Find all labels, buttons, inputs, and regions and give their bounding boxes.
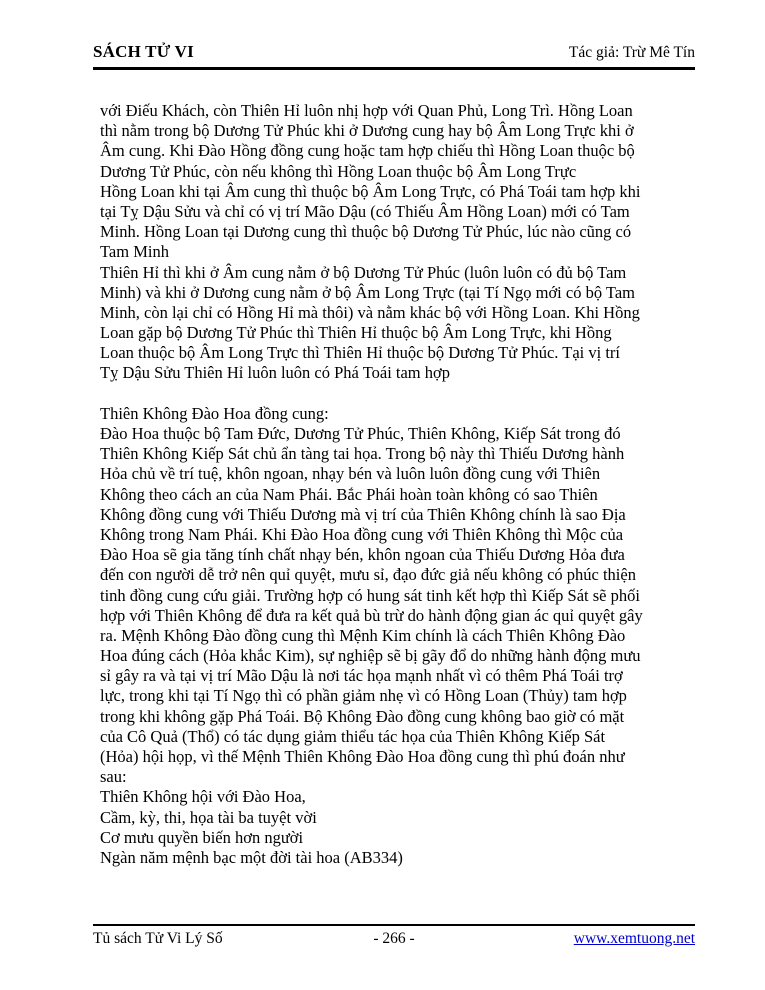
body-text-line: Đào Hoa sẽ gia tăng tính chất nhạy bén, khôn ngoan của Thiếu Dương Hỏa đưa [100,545,625,565]
body-text-line: Thiên Không Kiếp Sát chủ ẩn tàng tai họa. Trong bộ này thì Thiếu Dương hành [100,444,625,464]
body-text-line: Dương Tử Phúc, còn nếu không thì Hồng Loan thuộc bộ Âm Long Trực [100,161,577,181]
body-text-line: lực, trong khi tại Tí Ngọ thì có phần giảm nhẹ vì có Hồng Loan (Thủy) tam hợp [100,686,627,706]
body-text-line: Không đồng cung với Thiếu Dương mà vị trí của Thiên Không chính là sao Địa [100,504,626,524]
blank-line [100,384,700,404]
section-heading: Thiên Không Đào Hoa đồng cung: [100,403,329,423]
body-text-line: (Hỏa) hội họp, vì thế Mệnh Thiên Không Đào Hoa đồng cung thì phú đoán như [100,747,625,766]
body-text-line: của Cô Quả (Thổ) có tác dụng giảm thiểu tác họa của Thiên Không Kiếp Sát [100,726,606,746]
footer-series-title: Tủ sách Tử Vi Lý Số [93,930,223,947]
book-title: SÁCH TỬ VI [93,42,194,61]
body-text-line: Tam Minh [100,242,169,262]
body-text-line: trong khi không gặp Phá Toái. Bộ Không Đào đồng cung không bao giờ có mặt [100,706,625,726]
body-text-line: hợp với Thiên Không để đưa ra kết quả bù trừ do hành động gian ác quỉ quyệt gây [100,605,643,625]
verse-line: Cơ mưu quyền biến hơn người [100,827,304,847]
page-body [100,101,700,868]
body-text-line: tại Tỵ Dậu Sửu và chỉ có vị trí Mão Dậu (có Thiếu Âm Hồng Loan) mới có Tam [100,201,630,221]
body-text-line: ra. Mệnh Không Đào đồng cung thì Mệnh Kim chính là cách Thiên Không Đào [100,625,626,645]
body-text-line: thì nằm trong bộ Dương Tử Phúc khi ở Dương cung hay bộ Âm Long Trực khi ở [100,121,634,141]
body-text-line: Hoa đúng cách (Hỏa khắc Kim), sự nghiệp sẽ bị gãy đổ do những hành động mưu [100,646,641,666]
body-text-line: Đào Hoa thuộc bộ Tam Đức, Dương Tử Phúc, Thiên Không, Kiếp Sát trong đó [100,424,621,443]
body-text-line: sau: [100,767,127,787]
body-text-line: Loan gặp bộ Dương Tử Phúc thì Thiên Hỉ thuộc bộ Âm Long Trực, khi Hồng [100,323,612,343]
body-text-line: Tỵ Dậu Sửu Thiên Hỉ luôn luôn có Phá Toái tam hợp [100,363,450,383]
body-text-line: Không trong Nam Phái. Khi Đào Hoa đồng cung với Thiên Không thì Mộc của [100,524,624,544]
body-text-line: đến con người dễ trở nên quỉ quyệt, mưu sỉ, đạo đức giả nếu không có phúc thiện [100,565,636,585]
footer-website-link[interactable]: www.xemtuong.net [573,930,696,947]
body-text-line: Không theo cách an của Nam Phái. Bắc Phái hoàn toàn không có sao Thiên [100,484,598,504]
body-text-line: Minh, còn lại chỉ có Hồng Hỉ mà thôi) và nằm khác bộ với Hồng Loan. Khi Hồng [100,302,640,322]
body-text-line: Minh) và khi ở Dương cung nằm ở bộ Âm Long Trực (tại Tí Ngọ mới có bộ Tam [100,282,635,302]
page-header [93,42,695,70]
body-text-line: tinh đồng cung cứu giải. Trường hợp có hung sát tinh kết hợp thì Kiếp Sát sẽ phối [100,585,640,605]
page-footer [93,924,695,948]
body-text-line: Âm cung. Khi Đào Hồng đồng cung hoặc tam hợp chiếu thì Hồng Loan thuộc bộ [100,141,635,161]
body-text-line: Minh. Hồng Loan tại Dương cung thì thuộc bộ Dương Tử Phúc, lúc nào cũng có [100,222,632,242]
body-text-line: Thiên Hỉ thì khi ở Âm cung nằm ở bộ Dương Tử Phúc (luôn luôn có đủ bộ Tam [100,262,627,282]
body-text-line: với Điếu Khách, còn Thiên Hỉ luôn nhị hợp với Quan Phủ, Long Trì. Hồng Loan [100,101,633,120]
body-text-line: Loan thuộc bộ Âm Long Trực thì Thiên Hỉ thuộc bộ Dương Tử Phúc. Tại vị trí [100,343,620,363]
body-text-line: Hồng Loan khi tại Âm cung thì thuộc bộ Âm Long Trực, có Phá Toái tam hợp khi [100,181,641,201]
body-text-line: Hỏa chủ về trí tuệ, khôn ngoan, nhạy bén và luôn luôn đồng cung với Thiên [100,464,601,484]
body-text-line: sỉ gây ra và tại vị trí Mão Dậu là nơi tác họa mạnh nhất vì có thêm Phá Toái trợ [100,666,623,686]
author-credit: Tác giả: Trừ Mê Tín [568,44,695,61]
footer-page-number: - 266 - [373,930,415,947]
verse-line: Cầm, kỳ, thi, họa tài ba tuyệt vời [100,807,317,827]
verse-line: Ngàn năm mệnh bạc một đời tài hoa (AB334) [100,847,403,867]
verse-line: Thiên Không hội với Đào Hoa, [100,787,306,807]
